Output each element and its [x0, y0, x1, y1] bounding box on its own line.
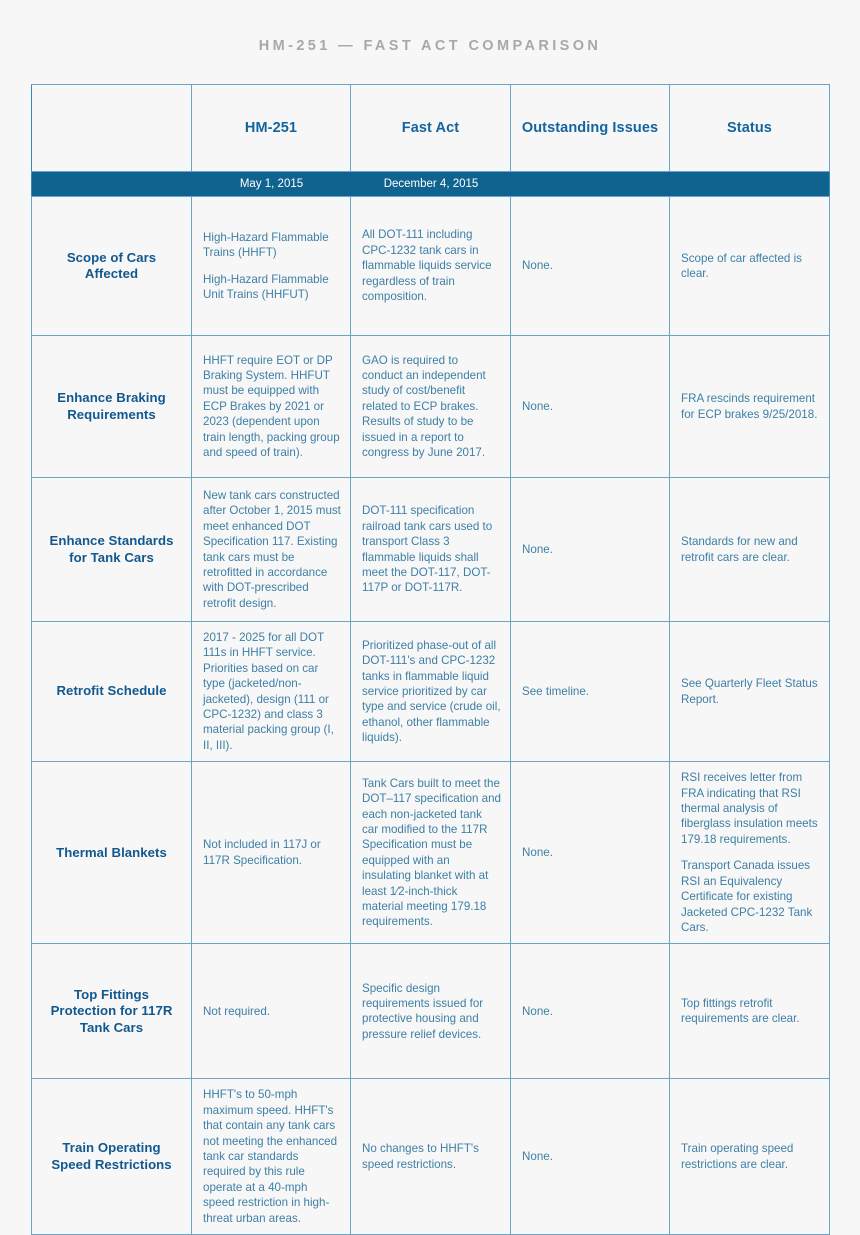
- paragraph: None.: [522, 846, 553, 860]
- column-header-fast-act: Fast Act: [351, 85, 511, 172]
- cell-hm251: [192, 336, 351, 478]
- paragraph: FRA rescinds requirement for ECP brakes 9/25/2018.: [681, 392, 818, 421]
- column-header-status: Status: [670, 85, 830, 172]
- paragraph: All DOT-111 including CPC-1232 tank cars in flammable liquids service regardless of train composition.: [362, 228, 492, 304]
- cell-status: [670, 197, 830, 336]
- table-row: [32, 1079, 830, 1235]
- paragraph: High-Hazard Flammable Trains (HHFT): [203, 230, 329, 260]
- date-band: [32, 172, 829, 196]
- paragraph: HHFT's to 50-mph maximum speed. HHFT's that contain any tank cars not meeting the enhanced tank car standards required by this rule operate at a 40-mph speed restriction in high-threat urban areas.: [203, 1088, 338, 1225]
- comparison-table-container: [31, 84, 829, 1235]
- paragraph: None.: [522, 1149, 553, 1163]
- cell-fast-act: [351, 762, 511, 944]
- paragraph: No changes to HHFT's speed restrictions.: [362, 1142, 479, 1171]
- cell-hm251: [192, 762, 351, 944]
- paragraph: Top fittings retrofit requirements are clear.: [681, 996, 800, 1026]
- column-header-topic: [32, 85, 192, 172]
- cell-outstanding-issues: [511, 336, 670, 478]
- page-title: HM-251 — FAST ACT COMPARISON: [258, 38, 602, 54]
- hm251-date: May 1, 2015: [239, 178, 304, 190]
- cell-fast-act: [351, 1079, 511, 1235]
- cell-outstanding-issues: [511, 762, 670, 944]
- date-band-row: [32, 172, 830, 197]
- paragraph: GAO is required to conduct an independent study of cost/benefit related to ECP brakes. Results of study to be issued in a report to congress by June 2017.: [362, 353, 486, 460]
- table-body: [32, 197, 830, 1235]
- cell-hm251: [192, 478, 351, 622]
- table-header-row: [32, 85, 830, 172]
- paragraph: 2017 - 2025 for all DOT 111s in HHFT service. Priorities based on car type (jacketed/non-jacketed), design (111 or CPC-1232) and class 3 material packing group (I, II, III).: [203, 631, 334, 752]
- paragraph: Tank Cars built to meet the DOT–117 specification and each non-jacketed tank car modified to the 117R Specification must be equipped with an insulating blanket with at least 1⁄2-inch-thick material meeting 179.18 requirements.: [362, 776, 501, 929]
- paragraph: Scope of car affected is clear.: [681, 251, 802, 280]
- row-topic-label: Retrofit Schedule: [32, 622, 192, 762]
- table-row: [32, 478, 830, 622]
- cell-outstanding-issues: [511, 197, 670, 336]
- paragraph: Transport Canada issues RSI an Equivalency Certificate for existing Jacketed CPC-1232 Tank Cars.: [681, 859, 813, 934]
- paragraph: DOT-111 specification railroad tank cars used to transport Class 3 flammable liquids shall meet the DOT-117, DOT-117P or DOT-117R.: [362, 504, 493, 595]
- paragraph: Not included in 117J or 117R Specification.: [203, 838, 321, 867]
- paragraph: High-Hazard Flammable Unit Trains (HHFUT): [203, 272, 329, 301]
- cell-hm251: [192, 944, 351, 1079]
- paragraph: Specific design requirements issued for protective housing and pressure relief devices.: [362, 981, 484, 1041]
- cell-fast-act: [351, 478, 511, 622]
- cell-hm251: [192, 1079, 351, 1235]
- paragraph: None.: [522, 1004, 553, 1018]
- cell-status: [670, 478, 830, 622]
- paragraph: None.: [522, 259, 553, 273]
- cell-hm251: [192, 197, 351, 336]
- table-row: [32, 944, 830, 1079]
- paragraph: Not required.: [203, 1004, 271, 1018]
- cell-hm251: [192, 622, 351, 762]
- cell-outstanding-issues: [511, 478, 670, 622]
- table-row: [32, 336, 830, 478]
- paragraph: See timeline.: [522, 684, 590, 698]
- paragraph: None.: [522, 399, 553, 413]
- cell-status: [670, 944, 830, 1079]
- column-header-hm251: HM-251: [192, 85, 351, 172]
- row-topic-label: Train Operating Speed Restrictions: [32, 1079, 192, 1235]
- row-topic-label: Enhance Braking Requirements: [32, 336, 192, 478]
- paragraph: HHFT require EOT or DP Braking System. HHFUT must be equipped with ECP Brakes by 2021 or 2023 (dependent upon train length, packing group and speed of train).: [203, 353, 340, 460]
- cell-status: [670, 622, 830, 762]
- paragraph: Train operating speed restrictions are clear.: [681, 1142, 794, 1171]
- row-topic-label: Scope of Cars Affected: [32, 197, 192, 336]
- cell-status: [670, 762, 830, 944]
- paragraph: Prioritized phase-out of all DOT-111's and CPC-1232 tanks in flammable liquid service prioritized by car type and service (crude oil, ethanol, other flammable liquids).: [362, 638, 501, 745]
- table-row: [32, 197, 830, 336]
- cell-outstanding-issues: [511, 1079, 670, 1235]
- cell-fast-act: [351, 197, 511, 336]
- column-header-outstanding-issues: Outstanding Issues: [511, 85, 670, 172]
- fast-act-date: December 4, 2015: [383, 178, 479, 190]
- cell-status: [670, 336, 830, 478]
- paragraph: None.: [522, 542, 553, 556]
- paragraph: See Quarterly Fleet Status Report.: [681, 677, 818, 706]
- row-topic-label: Thermal Blankets: [32, 762, 192, 944]
- paragraph: New tank cars constructed after October 1, 2015 must meet enhanced DOT Specification 117. Existing tank cars must be retrofitted in accordance with DOT-prescribed retrofit design.: [203, 488, 341, 610]
- cell-status: [670, 1079, 830, 1235]
- cell-fast-act: [351, 336, 511, 478]
- table-row: [32, 762, 830, 944]
- date-band-cell: [32, 172, 830, 197]
- cell-outstanding-issues: [511, 622, 670, 762]
- row-topic-label: Enhance Standards for Tank Cars: [32, 478, 192, 622]
- table-row: [32, 622, 830, 762]
- paragraph: RSI receives letter from FRA indicating that RSI thermal analysis of fiberglass insulation meets 179.18 requirements.: [681, 771, 818, 846]
- cell-fast-act: [351, 622, 511, 762]
- row-topic-label: Top Fittings Protection for 117R Tank Cars: [32, 944, 192, 1079]
- cell-fast-act: [351, 944, 511, 1079]
- cell-outstanding-issues: [511, 944, 670, 1079]
- hm251-fast-act-comparison-table: [31, 84, 830, 1235]
- paragraph: Standards for new and retrofit cars are clear.: [681, 535, 798, 564]
